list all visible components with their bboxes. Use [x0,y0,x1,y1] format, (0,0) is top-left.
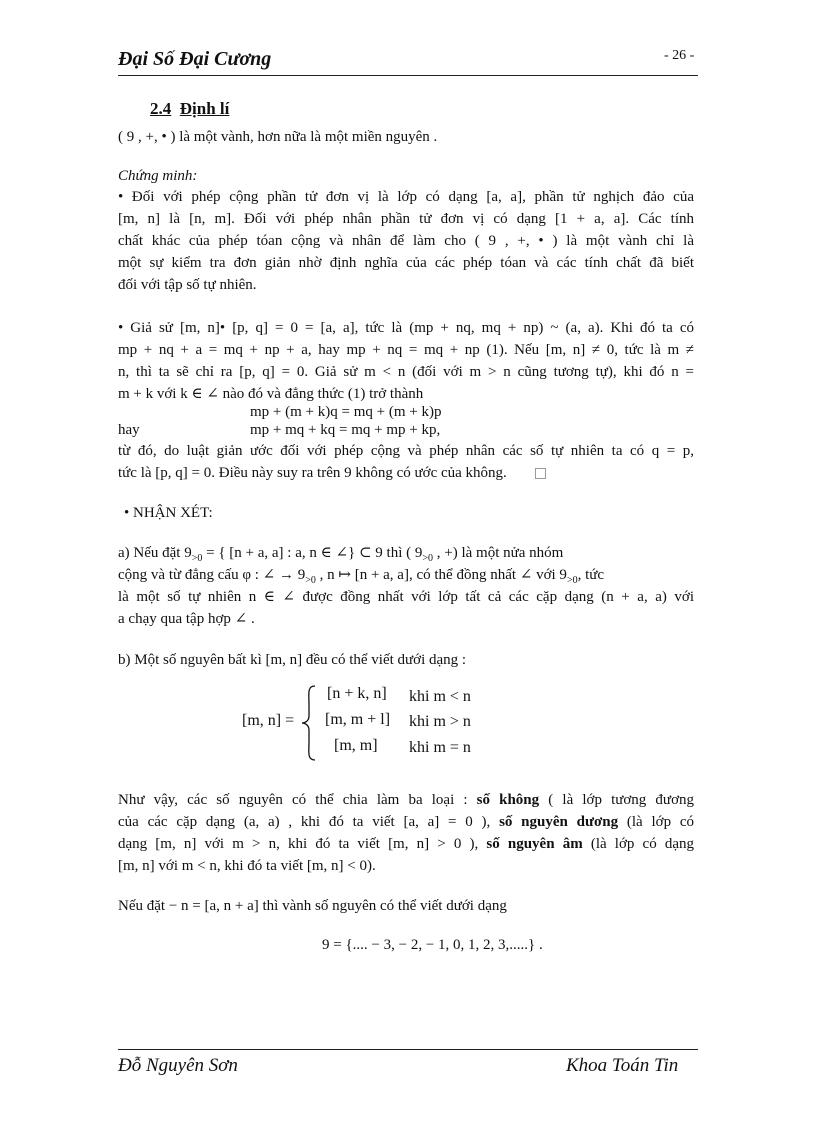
class-text: Như vậy, các số nguyên có thể chia làm ba loại : [118,792,477,808]
section-number: 2.4 [150,99,172,118]
proof-p3-line: từ đó, do luật giản ước đối với phép cộng và phép nhân các số tự nhiên ta có q = p, [118,443,694,459]
negation-text: Nếu đặt − n = [a, n + a] thì vành số nguyên có thể viết dưới dạng [118,898,507,914]
class-line [118,812,694,832]
remark-a-text: a) Nếu đặt 9 [118,545,192,561]
footer-author: Đỗ Nguyên Sơn [118,1055,238,1076]
proof-p2-line: • Giả sử [m, n]• [p, q] = 0 = [a, a], tức là (mp + nq, mq + np) ~ (a, a). Khi đó ta có [118,320,694,336]
class-text: dạng [m, n] với m > n, khi đó ta viết [m, n] > 0 ), [118,836,487,852]
case-value-1: [n + k, n] [327,685,387,702]
footer-rule [118,1049,698,1050]
class-text: (là lớp có [618,814,694,830]
proof-p1-line: [m, n] là [n, m]. Đối với phép nhân phần tử đơn vị có dạng [1 + a, a]. Các tính [118,211,694,227]
proof-p1-line: một sự kiểm tra đơn giản nhờ định nghĩa của các phép tóan và các tính chất đã biết [118,255,694,271]
remark-a-line: là một số tự nhiên n ∈ ∠ được đồng nhất với lớp tất cả các cặp dạng (n + a, a) với [118,589,694,605]
case-cond-3: khi m = n [409,739,471,756]
header-title: Đại Số Đại Cương [118,48,272,70]
case-value-3: [m, m] [334,737,378,754]
proof-label: Chứng minh: [118,168,198,184]
footer-faculty: Khoa Toán Tin [566,1055,679,1076]
proof-p3-line [118,463,546,483]
page-number: - 26 - [664,48,695,63]
term-zero: số không [476,792,540,808]
proof-p2-line: m + k với k ∈ ∠ nào đó và đẳng thức (1) trở thành [118,386,424,402]
proof-p3-text: tức là [p, q] = 0. Điều này suy ra trên 9 không có ước của không. [118,465,507,481]
remark-a-text: , n ↦ [n + a, a], có thể đồng nhất ∠ với 9 [315,567,567,583]
remark-b-intro: b) Một số nguyên bất kì [m, n] đều có thể viết dưới dạng : [118,652,467,668]
theorem-statement: ( 9 , +, • ) là một vành, hơn nữa là một miền nguyên . [118,129,438,145]
class-text: (là lớp có dạng [582,836,694,852]
remark-heading: • NHẬN XÉT: [124,505,213,521]
equation-2: mp + mq + kq = mq + mp + kp, [250,422,441,438]
qed-box-icon [535,468,546,479]
proof-p2-line: mp + nq + a = mq + np + a, hay mp + nq = mq + np (1). Nếu [m, n] ≠ 0, tức là m ≠ [118,342,694,358]
subscript: >0 [305,575,316,586]
section-title: Định lí [179,99,230,118]
subscript: >0 [191,553,203,564]
subscript: >0 [422,553,434,564]
term-positive: số nguyên dương [499,814,619,830]
case-cond-2: khi m > n [409,713,471,730]
class-text: của các cặp dạng (a, a) , khi đó ta viết [a, a] = 0 ), [118,814,500,830]
header-rule [118,75,698,76]
class-line [118,834,694,854]
proof-p1-line: • Đối với phép cộng phần tử đơn vị là lớp có dạng [a, a], phần tử nghịch đảo của [118,189,694,205]
integer-set: 9 = {.... − 3, − 2, − 1, 0, 1, 2, 3,.....} . [322,937,543,953]
class-text: ( là lớp tương đương [539,792,694,808]
remark-a-text: cộng và từ đẳng cấu φ : ∠ → 9 [118,567,306,583]
proof-p1-line: đối với tập số tự nhiên. [118,277,257,293]
class-line [118,790,694,810]
case-cond-1: khi m < n [409,688,471,705]
class-line: [m, n] với m < n, khi đó ta viết [m, n] < 0). [118,858,376,874]
equation-1: mp + (m + k)q = mq + (m + k)p [250,404,442,420]
cases-lhs: [m, n] = [242,712,295,729]
remark-a-text: = { [n + a, a] : a, n ∈ ∠} ⊂ 9 thì ( 9 [202,545,423,561]
remark-a-text: , tức [577,567,605,583]
remark-a-line: a chạy qua tập hợp ∠ . [118,611,255,627]
section-heading [150,99,229,119]
remark-a-text: , +) là một nửa nhóm [433,545,564,561]
term-negative: số nguyên âm [486,836,583,852]
hay-label: hay [118,422,140,438]
case-value-2: [m, m + l] [325,711,391,728]
subscript: >0 [566,575,578,586]
proof-p1-line: chất khác của phép tóan cộng và nhân để làm cho ( 9 , +, • ) là một vành chỉ là [118,233,694,249]
left-brace-icon [299,684,319,762]
proof-p2-line: n, thì ta sẽ chỉ ra [p, q] = 0. Giả sử m < n (đối với m > n cũng tương tự), khi đó n = [118,364,694,380]
